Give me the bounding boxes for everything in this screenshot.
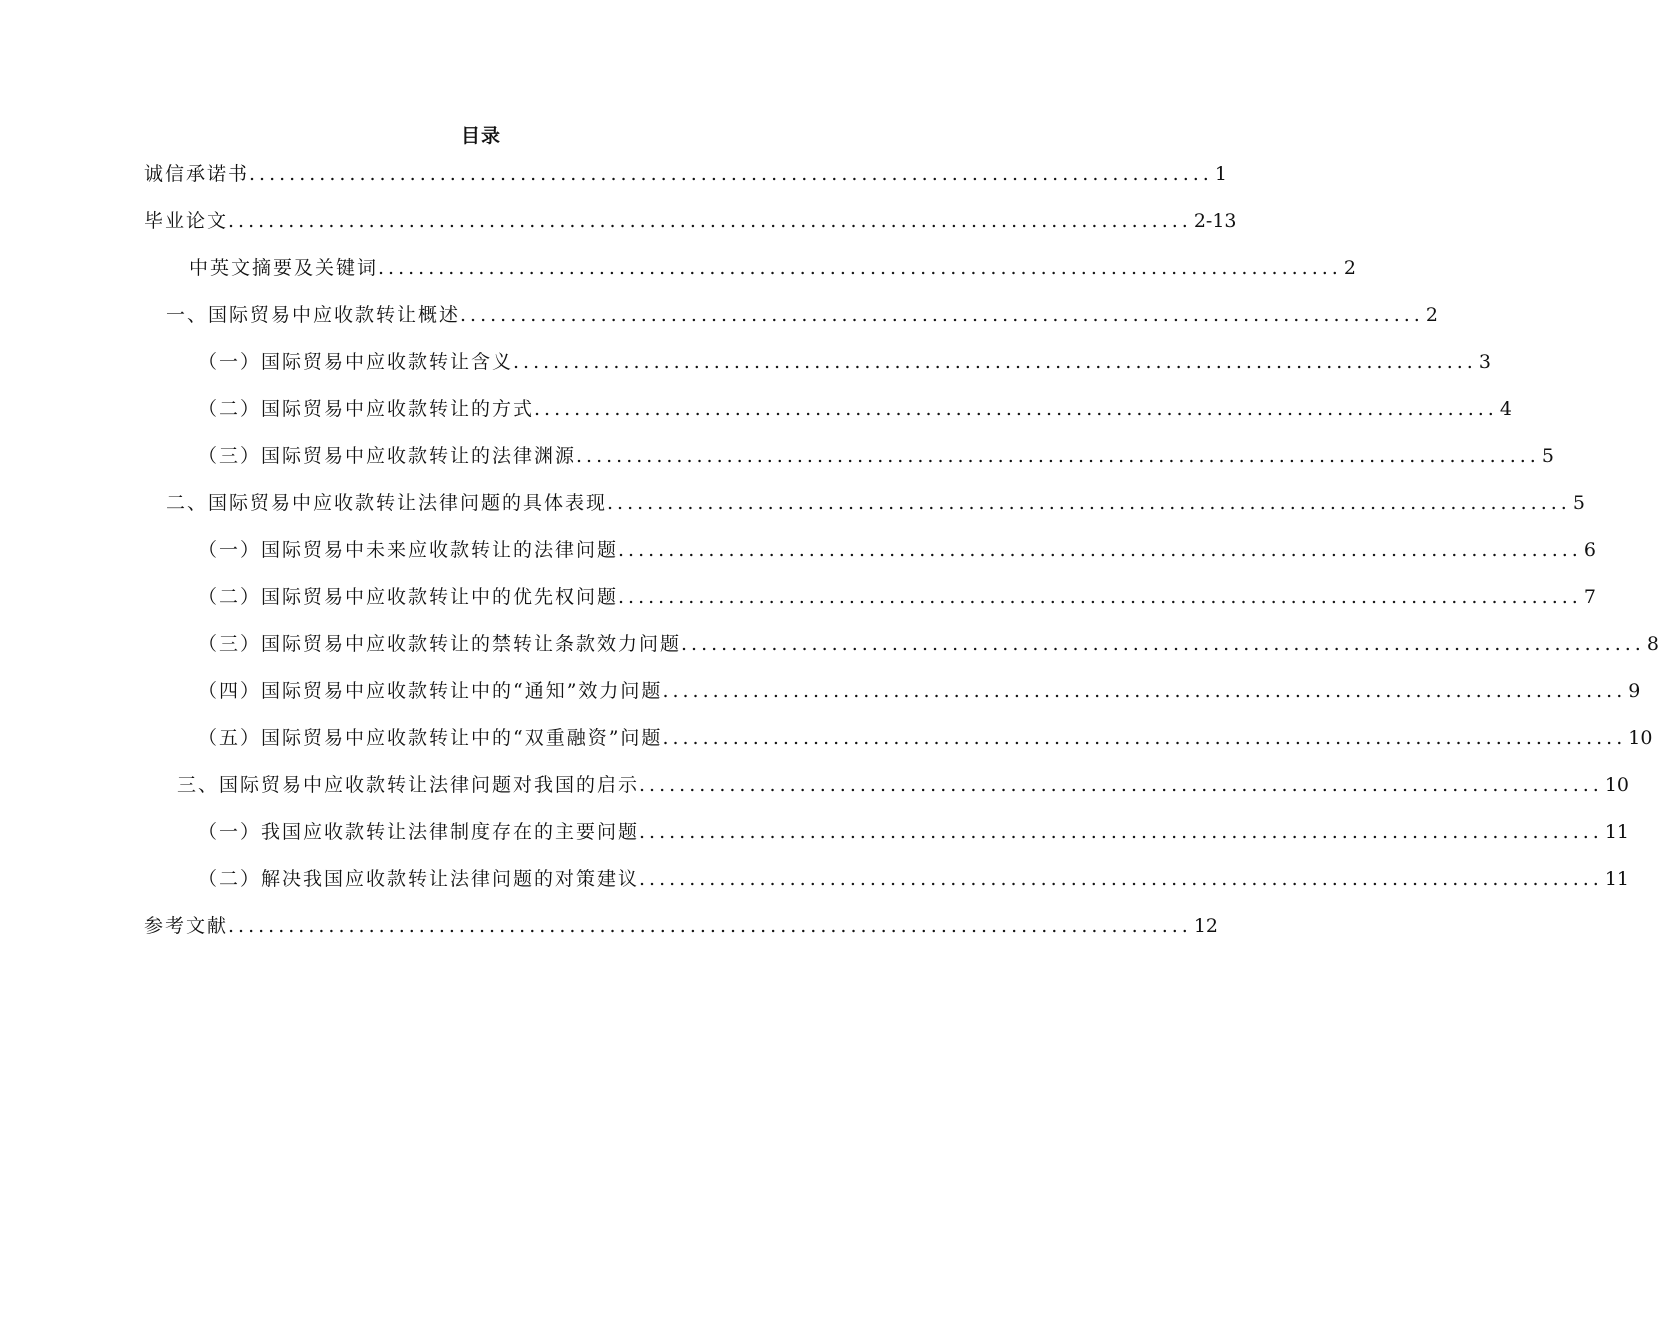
toc-entry-page: 11	[1604, 868, 1629, 890]
toc-title: 目录	[460, 125, 501, 147]
toc-entry-page: 10	[1628, 727, 1653, 749]
dot-leader: ................................................................................................	[681, 633, 1645, 655]
toc-entry-page: 5	[1541, 445, 1554, 467]
toc-entry-page: 2-13	[1193, 210, 1237, 232]
dot-leader: ................................................................................................	[378, 257, 1342, 279]
toc-entry-label: 中英文摘要及关键词	[189, 257, 379, 279]
toc-entry-label: （四）国际贸易中应收款转让中的“通知”效力问题	[198, 680, 663, 702]
toc-entry-page: 6	[1583, 539, 1596, 561]
toc-entry-page: 7	[1583, 586, 1596, 608]
toc-entry-page: 9	[1628, 680, 1641, 702]
dot-leader: ................................................................................................	[639, 821, 1603, 843]
toc-entry-page: 8	[1646, 633, 1659, 655]
toc-entry[interactable]	[198, 626, 1659, 662]
toc-entry[interactable]	[198, 720, 1653, 756]
toc-entry[interactable]	[166, 297, 1438, 333]
toc-entry[interactable]	[166, 485, 1585, 521]
toc-entry-label: （一）国际贸易中应收款转让含义	[198, 351, 514, 373]
dot-leader: ................................................................................................	[662, 727, 1627, 749]
toc-entry[interactable]	[177, 767, 1629, 803]
toc-entry[interactable]	[198, 391, 1512, 427]
dot-leader: ................................................................................................	[639, 774, 1603, 796]
toc-entry-label: 三、国际贸易中应收款转让法律问题对我国的启示	[177, 774, 640, 796]
toc-entry-label: 参考文献	[144, 915, 229, 937]
toc-entry-page: 11	[1604, 821, 1629, 843]
toc-entry-page: 2	[1425, 304, 1438, 326]
toc-entry-page: 1	[1214, 163, 1227, 185]
dot-leader: ................................................................................................	[534, 398, 1498, 420]
toc-entry[interactable]	[144, 156, 1227, 192]
toc-entry-page: 12	[1193, 915, 1218, 937]
toc-entry-label: 毕业论文	[144, 210, 229, 232]
toc-entry-label: （二）国际贸易中应收款转让的方式	[198, 398, 535, 420]
dot-leader: ................................................................................................	[513, 351, 1477, 373]
toc-entry-page: 4	[1499, 398, 1512, 420]
toc-entry[interactable]	[198, 673, 1641, 709]
toc-entry-label: （三）国际贸易中应收款转让的法律渊源	[198, 445, 577, 467]
toc-entry-label: 一、国际贸易中应收款转让概述	[166, 304, 461, 326]
toc-entry-label: （三）国际贸易中应收款转让的禁转让条款效力问题	[198, 633, 682, 655]
dot-leader: ................................................................................................	[607, 492, 1571, 514]
dot-leader: ................................................................................................	[662, 680, 1627, 702]
toc-entry[interactable]	[198, 344, 1491, 380]
dot-leader: ................................................................................................	[228, 210, 1192, 232]
toc-entry[interactable]	[198, 861, 1629, 897]
toc-entry-page: 10	[1604, 774, 1629, 796]
dot-leader: ................................................................................................	[228, 915, 1192, 937]
toc-entry-label: 诚信承诺书	[144, 163, 250, 185]
toc-entry[interactable]	[198, 532, 1596, 568]
dot-leader: ................................................................................................	[639, 868, 1603, 890]
toc-entry-page: 2	[1343, 257, 1356, 279]
dot-leader: ................................................................................................	[460, 304, 1424, 326]
toc-entry-label: （二）国际贸易中应收款转让中的优先权问题	[198, 586, 619, 608]
toc-entry[interactable]	[198, 438, 1554, 474]
toc-entry-label: 二、国际贸易中应收款转让法律问题的具体表现	[166, 492, 608, 514]
toc-entry-label: （一）我国应收款转让法律制度存在的主要问题	[198, 821, 640, 843]
toc-entry[interactable]	[198, 814, 1629, 850]
toc-entry[interactable]	[189, 250, 1356, 286]
toc-entry[interactable]	[144, 203, 1237, 239]
toc-entry-page: 3	[1478, 351, 1491, 373]
dot-leader: ................................................................................................	[618, 539, 1582, 561]
dot-leader: ................................................................................................	[576, 445, 1540, 467]
toc-entry-page: 5	[1572, 492, 1585, 514]
toc-entry-label: （二）解决我国应收款转让法律问题的对策建议	[198, 868, 640, 890]
dot-leader: ................................................................................................	[618, 586, 1582, 608]
toc-entry-label: （一）国际贸易中未来应收款转让的法律问题	[198, 539, 619, 561]
dot-leader: ................................................................................................	[249, 163, 1213, 185]
toc-entry[interactable]	[198, 579, 1596, 615]
toc-entry-label: （五）国际贸易中应收款转让中的“双重融资”问题	[198, 727, 663, 749]
toc-entry[interactable]	[144, 908, 1218, 944]
